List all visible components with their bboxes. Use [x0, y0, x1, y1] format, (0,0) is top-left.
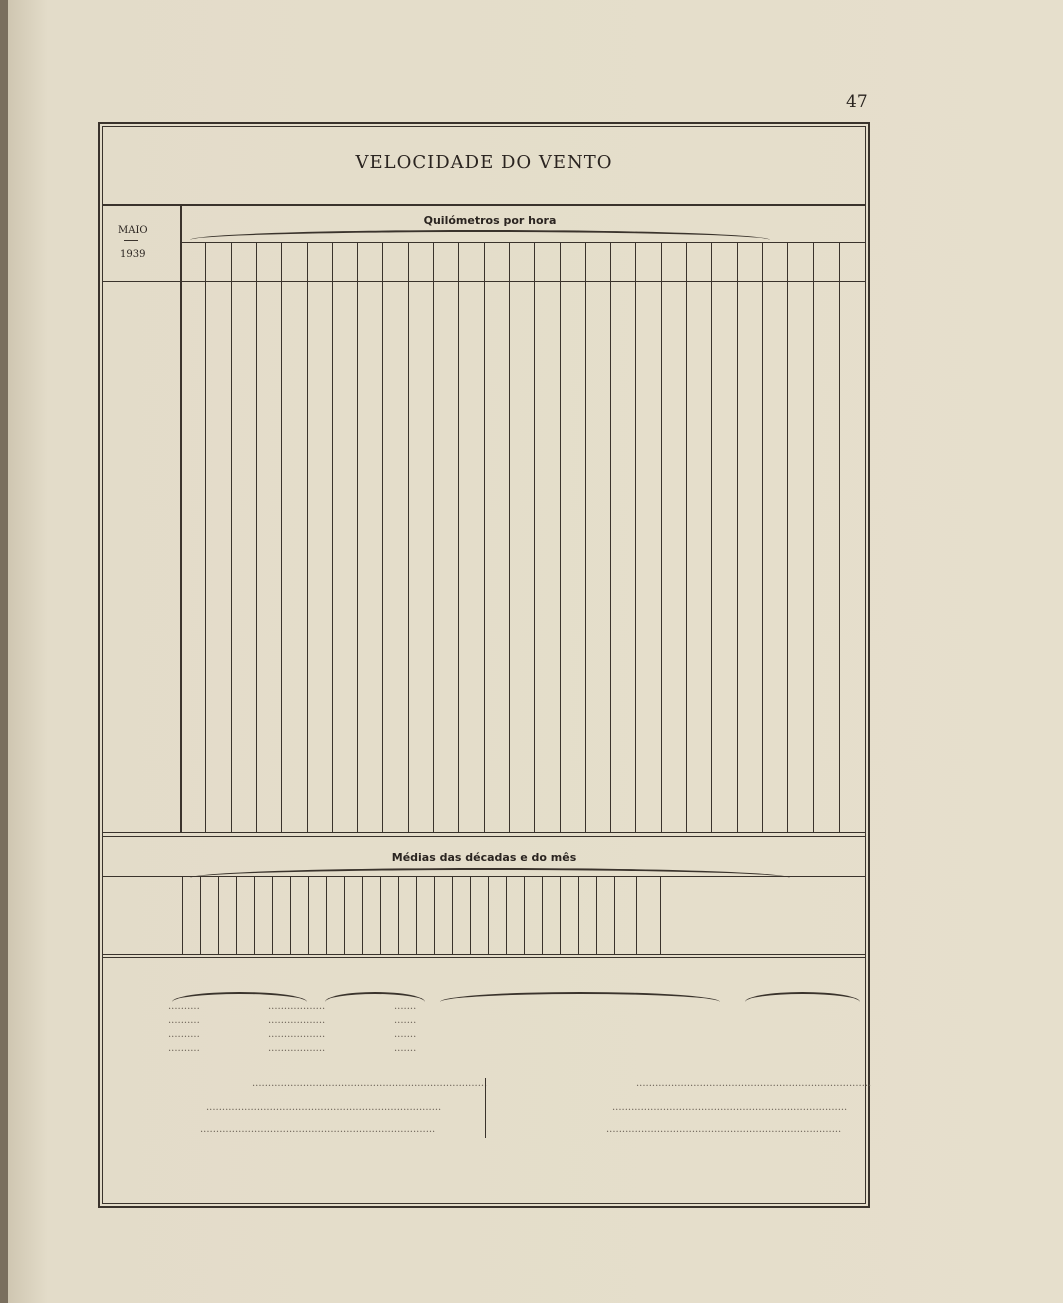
grid-line [205, 242, 206, 832]
grid-bottom-line [102, 832, 866, 833]
month-dash [124, 240, 138, 241]
means-grid-line [182, 876, 183, 954]
means-grid-line [542, 876, 543, 954]
means-bottom-line-2 [102, 957, 866, 958]
means-grid-line [596, 876, 597, 954]
means-bottom-line [102, 954, 866, 955]
means-grid-line [506, 876, 507, 954]
grid-line [762, 242, 763, 832]
grid-line [686, 242, 687, 832]
means-grid-line [470, 876, 471, 954]
grid-line [610, 242, 611, 832]
grid-line [231, 242, 232, 832]
summary-dots: ....... [394, 1029, 417, 1040]
footer-dots: .......................................................................... [200, 1124, 436, 1135]
grid-line [787, 242, 788, 832]
hour-header-top-line [180, 242, 866, 243]
means-grid-line [380, 876, 381, 954]
means-grid-line [560, 876, 561, 954]
means-top-line [102, 876, 866, 877]
summary-dots: ....... [394, 1043, 417, 1054]
means-grid-line [218, 876, 219, 954]
grid-line [281, 242, 282, 832]
means-grid-line [236, 876, 237, 954]
summary-dots: .................. [268, 1029, 326, 1040]
grid-line [737, 242, 738, 832]
summary-dots: .......... [168, 1043, 200, 1054]
page-title: VELOCIDADE DO VENTO [355, 152, 613, 173]
grid-line [484, 242, 485, 832]
grid-line [433, 242, 434, 832]
hour-header-bottom-line [102, 281, 866, 282]
footer-dots: .......................................................................... [636, 1078, 872, 1089]
page-number: 47 [846, 92, 868, 112]
grid-line [357, 242, 358, 832]
grid-line [711, 242, 712, 832]
grid-line [458, 242, 459, 832]
means-grid-line [416, 876, 417, 954]
means-grid-line [488, 876, 489, 954]
grid-line [560, 242, 561, 832]
grid-line [839, 242, 840, 832]
means-grid-line [614, 876, 615, 954]
title-separator [102, 204, 866, 206]
means-grid-line [308, 876, 309, 954]
grid-line [382, 242, 383, 832]
month-label: MAIO [118, 225, 148, 236]
grid-line [813, 242, 814, 832]
footer-divider [485, 1078, 486, 1138]
grid-line [509, 242, 510, 832]
means-grid-line [326, 876, 327, 954]
footer-dots: .......................................................................... [612, 1102, 848, 1113]
footer-dots: .......................................................................... [206, 1102, 442, 1113]
group-header: Quilómetros por hora [423, 214, 557, 227]
means-grid-line [362, 876, 363, 954]
means-grid-line [452, 876, 453, 954]
summary-dots: .................. [268, 1043, 326, 1054]
book-spine [0, 0, 8, 1303]
grid-line [661, 242, 662, 832]
summary-dots: .......... [168, 1015, 200, 1026]
summary-dots: .................. [268, 1015, 326, 1026]
grid-line [408, 242, 409, 832]
grid-line [635, 242, 636, 832]
means-grid-line [578, 876, 579, 954]
footer-dots: .......................................................................... [606, 1124, 842, 1135]
grid-line-left [180, 204, 182, 832]
means-grid-line [636, 876, 637, 954]
means-grid-line [272, 876, 273, 954]
summary-dots: ....... [394, 1015, 417, 1026]
grid-line [307, 242, 308, 832]
means-grid-line [254, 876, 255, 954]
year-label: 1939 [120, 249, 146, 260]
summary-dots: .......... [168, 1029, 200, 1040]
grid-line [534, 242, 535, 832]
means-grid-line [398, 876, 399, 954]
means-grid-line [290, 876, 291, 954]
summary-dots: ....... [394, 1001, 417, 1012]
grid-line [332, 242, 333, 832]
grid-line [256, 242, 257, 832]
means-grid-line [434, 876, 435, 954]
footer-dots: .......................................................................... [252, 1078, 488, 1089]
means-grid-line [200, 876, 201, 954]
grid-bottom-line-2 [102, 836, 866, 837]
means-grid-line [660, 876, 661, 954]
grid-line [585, 242, 586, 832]
means-grid-line [344, 876, 345, 954]
means-grid-line [524, 876, 525, 954]
means-title: Médias das décadas e do mês [391, 851, 577, 864]
summary-dots: .................. [268, 1001, 326, 1012]
summary-dots: .......... [168, 1001, 200, 1012]
